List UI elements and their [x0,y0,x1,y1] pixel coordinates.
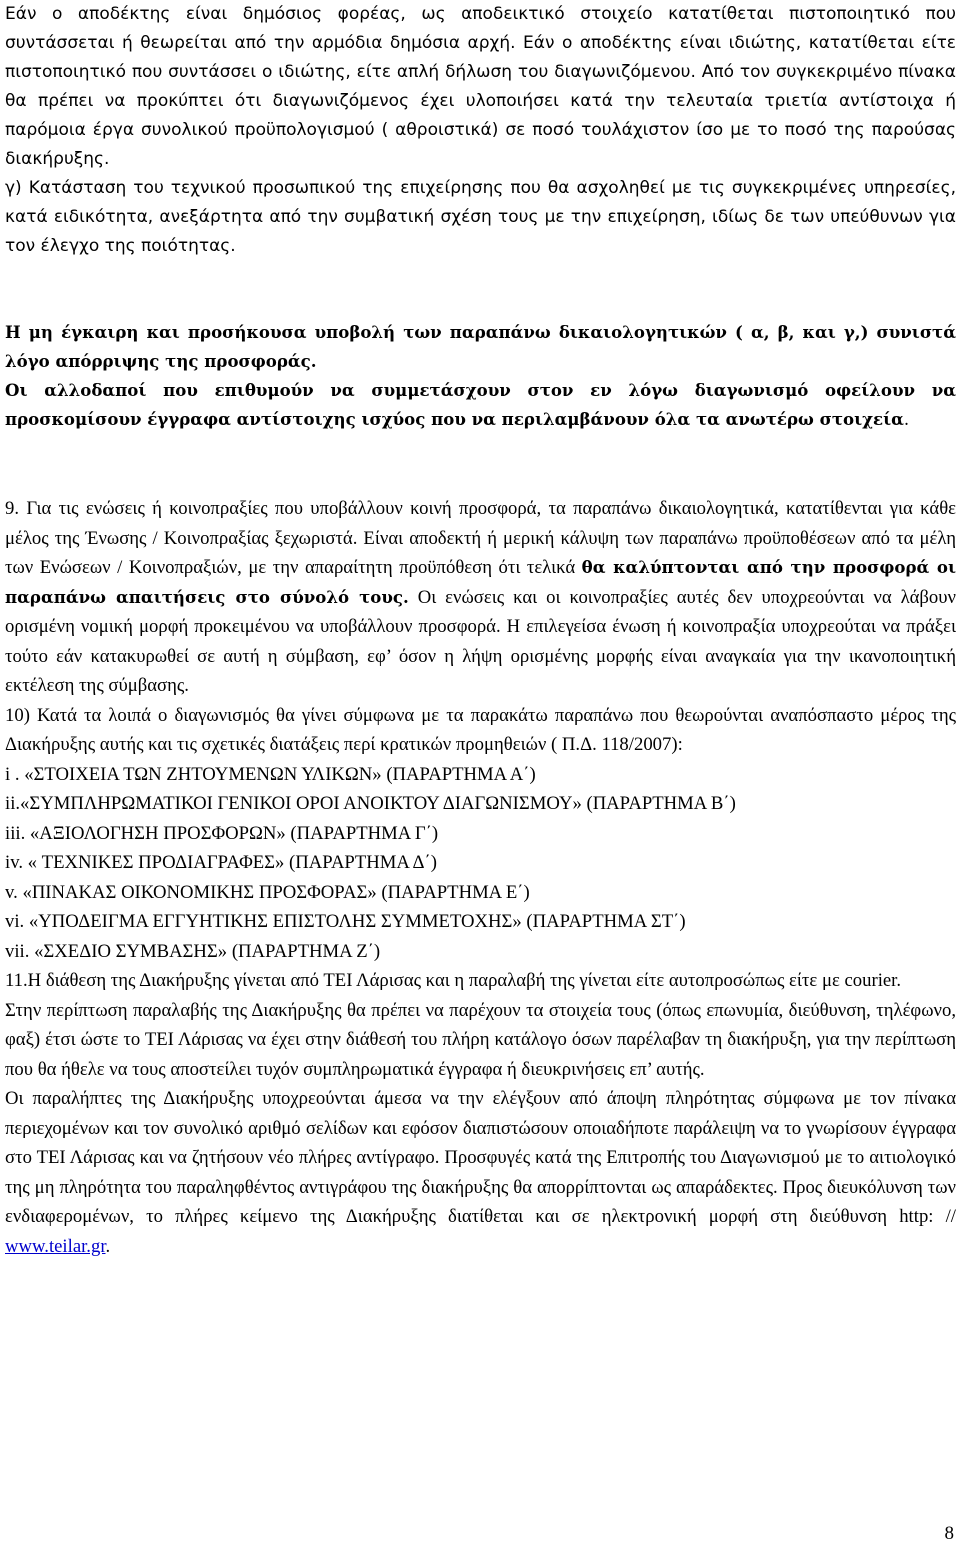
annex-list [5,760,956,967]
foreign-participants-period: . [903,410,910,429]
paragraph-proof-of-work: Εάν ο αποδέκτης είναι δημόσιος φορέας, ως αποδεικτικό στοιχείο κατατίθεται πιστοποιητικό που συντάσσεται ή θεωρείται από την αρμόδια δημόσια αρχή. Εάν ο αποδέκτης είναι ιδιώτης, κατατίθεται είτε πιστοποιητικό που συντάσσει ο ιδιώτης, είτε απλή δήλωση του διαγωνιζόμενου. Από τον συγκεκριμένο πίνακα θα πρέπει να προκύπτει ότι διαγωνιζόμενος έχει υλοποιήσει κατά την τελευταία τριετία αντίστοιχα ή παρόμοια έργα συνολικού προϋπολογισμού ( αθροιστικά) σε ποσό τουλάχιστον ίσο με το ποσό της παρούσας διακήρυξης. [5,4,956,169]
annex-list-item: vii. «ΣΧΕΔΙΟ ΣΥΜΒΑΣΗΣ» (ΠΑΡΑΡΤΗΜΑ Ζ΄) [5,940,381,962]
annex-list-item: iii. «ΑΞΙΟΛΟΓΗΣΗ ΠΡΟΣΦΟΡΩΝ» (ΠΑΡΑΡΤΗΜΑ Γ΄) [5,822,439,844]
paragraph-foreign-participants [5,376,956,434]
recipients-period: . [105,1235,111,1257]
page-number: 8 [944,1523,954,1544]
annex-list-item: v. «ΠΙΝΑΚΑΣ ΟΙΚΟΝΟΜΙΚΗΣ ΠΡΟΣΦΟΡΑΣ» (ΠΑΡΑΡΤΗΜΑ Ε΄) [5,881,530,903]
item9-text-end: Οι ενώσεις και οι κοινοπραξίες αυτές δεν υποχρεούνται να λάβουν ορισμένη νομική μορφή προκειμένου να υποβάλλουν προσφορά. Η επιλεγείσα ένωση ή κοινοπραξία υποχρεούται να πράξει τούτο εάν κατακυρωθεί σε αυτή η σύμβαση, εφ’ όσον η λήψη ορισμένης μορφής είναι αναγκαία για την ικανοποιητική εκτέλεση της σύμβασης. [5,586,956,696]
paragraph-technical-staff: γ) Κατάσταση του τεχνικού προσωπικού της επιχείρησης που θα ασχοληθεί με τις συγκεκριμένες υπηρεσίες, κατά ειδικότητα, ανεξάρτητα από την συμβατική σχέση τους με την επιχείρηση, ιδίως δε των υπεύθυνων για τον έλεγχο της ποιότητας. [5,178,956,256]
section-bold-notices [5,318,956,434]
recipients-text: Οι παραλήπτες της Διακήρυξης υποχρεούνται άμεσα να την ελέγξουν από άποψη πληρότητας σύμφωνα με τον πίνακα περιεχομένων και τον συνολικό αριθμό σελίδων και εφόσον διαπιστώσουν οποιαδήποτε παράλειψη να το γνωρίσουν έγγραφα στο ΤΕΙ Λάρισας και να ζητήσουν νέο πλήρες αντίγραφο. Προσφυγές κατά της Επιτροπής του Διαγωνισμού με το αιτιολογικό της μη πληρότητα του παραληφθέντος αντιγράφου της διακήρυξης θα απορρίπτονται ως απαράδεκτες. Προς διευκόλυνση των ενδιαφερομένων, το πλήρες κείμενο της Διακήρυξης διατίθεται και σε ηλεκτρονική μορφή στη διεύθυνση http: // [5,1088,956,1227]
paragraph-recipients [5,1084,956,1261]
paragraph-item-9 [5,494,956,701]
paragraph-item-10: 10) Κατά τα λοιπά ο διαγωνισμός θα γίνει σύμφωνα με τα παρακάτω παραπάνω που θεωρούνται αναπόσπαστο μέρος της Διακήρυξης αυτής και τις σχετικές διατάξεις περί κρατικών προμηθειών ( Π.Δ. 118/2007): [5,704,956,755]
paragraph-rejection-notice: Η μη έγκαιρη και προσήκουσα υποβολή των παραπάνω δικαιολογητικών ( α, β, και γ,) συνιστά λόγο απόρριψης της προσφοράς. [5,322,956,371]
paragraph-item-11: 11.Η διάθεση της Διακήρυξης γίνεται από ΤΕΙ Λάρισας και η παραλαβή της γίνεται είτε αυτοπροσώπως είτε με courier. [5,970,902,991]
item9-bold-text: θα καλύπτονται από την προσφορά οι παραπάνω απαιτήσεις στο σύνολό τους. [5,557,956,607]
website-link[interactable]: www.teilar.gr [5,1235,106,1257]
annex-list-item: iv. « ΤΕΧΝΙΚΕΣ ΠΡΟΔΙΑΓΡΑΦΕΣ» (ΠΑΡΑΡΤΗΜΑ Δ΄) [5,852,437,873]
foreign-participants-text: Οι αλλοδαποί που επιθυμούν να συμμετάσχουν στον εν λόγω διαγωνισμό οφείλουν να προσκομίσουν έγγραφα αντίστοιχης ισχύος που να περιλαμβάνουν όλα τα ανωτέρω στοιχεία [5,380,956,429]
paragraph-receipt: Στην περίπτωση παραλαβής της Διακήρυξης θα πρέπει να παρέχουν τα στοιχεία τους (όπως επωνυμία, διεύθυνση, τηλέφωνο, φαξ) έτσι ώστε το ΤΕΙ Λάρισας να έχει στην διάθεσή του πλήρη κατάλογο όσων παρέλαβαν τη διακήρυξη, για την περίπτωση που θα ήθελε να τους αποστείλει τυχόν συμπληρωματικά έγγραφα ή διευκρινήσεις επ’ αυτής. [5,999,956,1080]
section-requirements [5,0,956,261]
annex-list-item: ii.«ΣΥΜΠΛΗΡΩΜΑΤΙΚΟΙ ΓΕΝΙΚΟΙ ΟΡΟΙ ΑΝΟΙΚΤΟΥ ΔΙΑΓΩΝΙΣΜΟΥ» (ΠΑΡΑΡΤΗΜΑ Β΄) [5,793,736,814]
section-main-terms [5,472,956,1261]
item9-text-start: 9. Για τις ενώσεις ή κοινοπραξίες που υποβάλλουν κοινή προσφορά, τα παραπάνω δικαιολογητικά, κατατίθενται για κάθε μέλος της Ένωσης / Κοινοπραξίας ξεχωριστά. Είναι αποδεκτή ή μερική κάλυψη των παραπάνω προϋποθέσεων από τα μέλη των Ενώσεων / Κοινοπραξιών, με την απαραίτητη προϋπόθεση ότι τελικά [5,498,956,578]
annex-list-item: i . «ΣΤΟΙΧΕΙΑ ΤΩΝ ΖΗΤΟΥΜΕΝΩΝ ΥΛΙΚΩΝ» (ΠΑΡΑΡΤΗΜΑ Α΄) [5,763,536,785]
annex-list-item: vi. «ΥΠΟΔΕΙΓΜΑ ΕΓΓΥΗΤΙΚΗΣ ΕΠΙΣΤΟΛΗΣ ΣΥΜΜΕΤΟΧΗΣ» (ΠΑΡΑΡΤΗΜΑ ΣΤ΄) [5,911,686,932]
